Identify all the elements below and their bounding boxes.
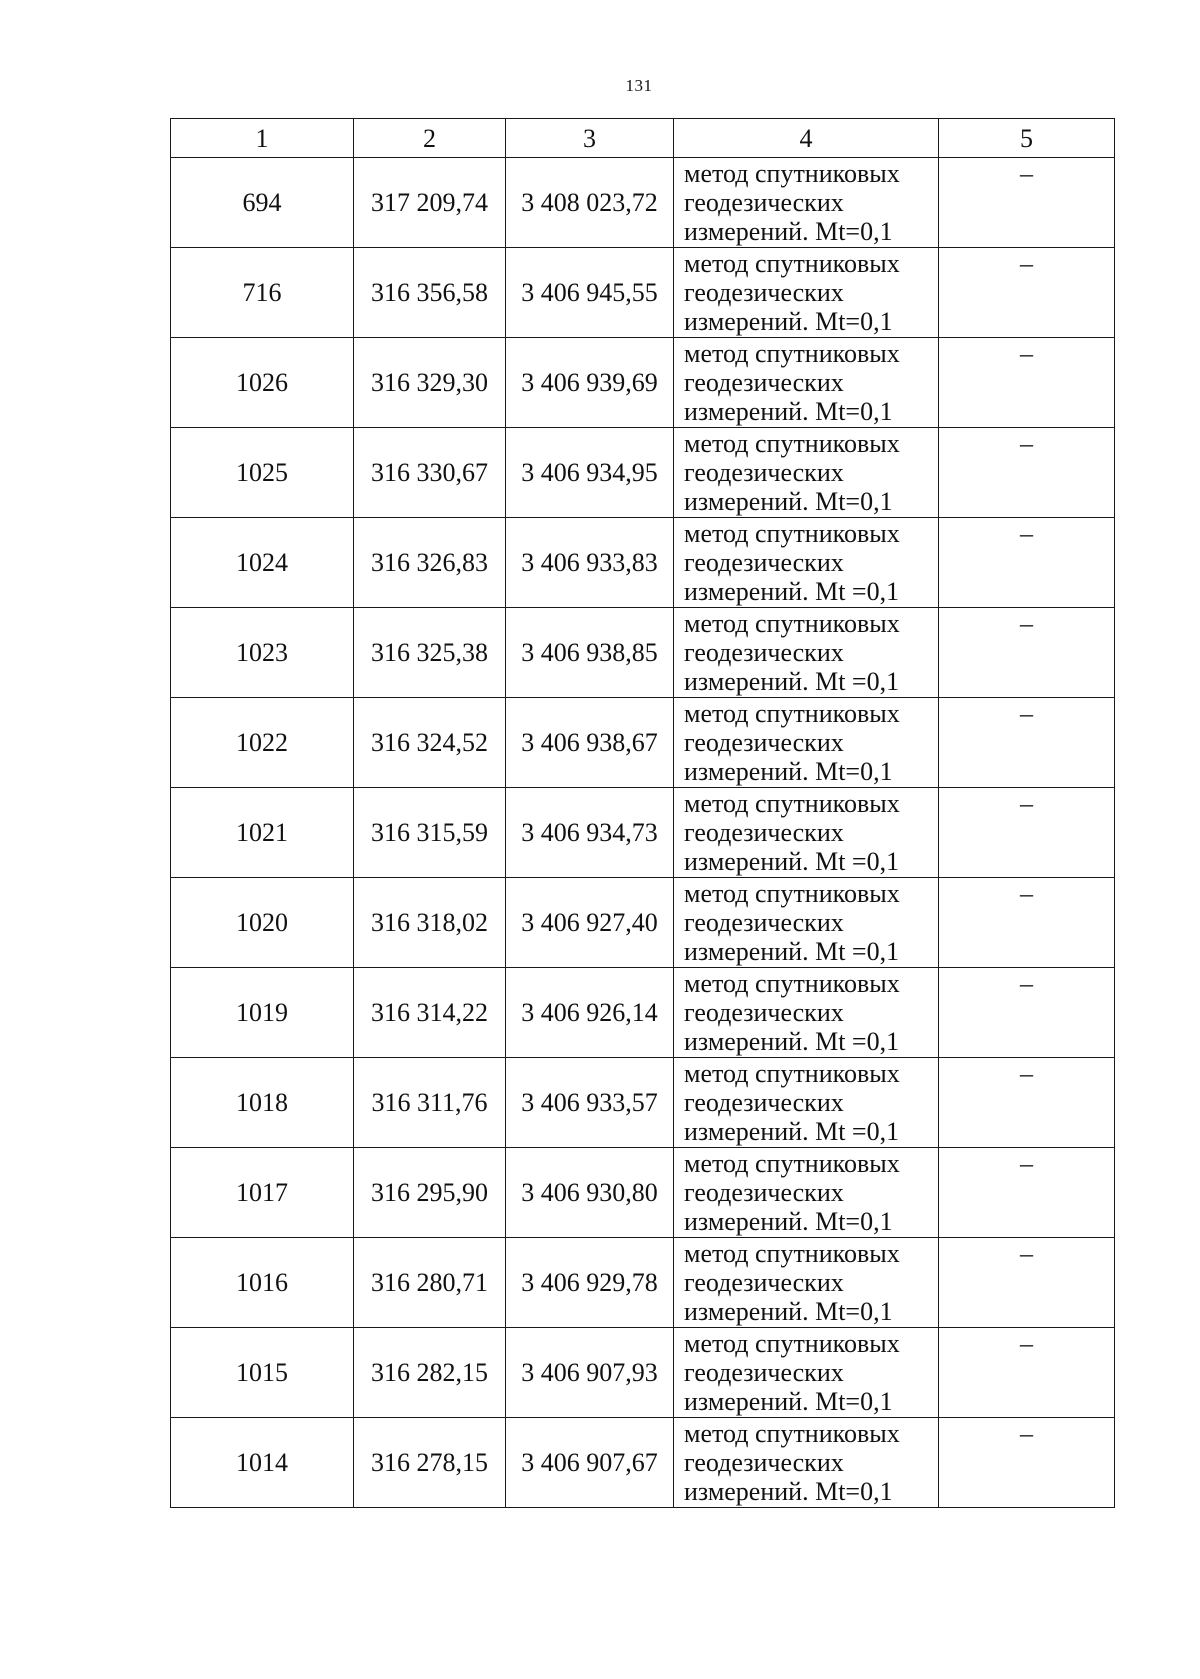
table-row xyxy=(171,428,1115,518)
table-row xyxy=(171,878,1115,968)
method-cell xyxy=(674,608,939,698)
note-cell: – xyxy=(939,1148,1115,1238)
method-line: геодезических xyxy=(684,908,844,937)
point-number-cell: 1020 xyxy=(171,878,354,968)
point-number-cell: 716 xyxy=(171,248,354,338)
header-col-3: 3 xyxy=(506,119,674,158)
method-line: метод спутниковых xyxy=(684,1419,900,1448)
x-coordinate-cell: 316 315,59 xyxy=(354,788,506,878)
y-coordinate-cell: 3 406 907,93 xyxy=(506,1328,674,1418)
note-cell: – xyxy=(939,878,1115,968)
y-coordinate-cell: 3 406 933,83 xyxy=(506,518,674,608)
x-coordinate-cell: 316 324,52 xyxy=(354,698,506,788)
coordinates-table xyxy=(170,118,1115,1508)
y-coordinate-cell: 3 406 938,67 xyxy=(506,698,674,788)
method-line: измерений. Mt =0,1 xyxy=(684,1117,900,1146)
page-number: 131 xyxy=(625,76,653,95)
table-row xyxy=(171,608,1115,698)
table-row xyxy=(171,338,1115,428)
method-line: измерений. Mt=0,1 xyxy=(684,217,893,246)
method-line: измерений. Mt =0,1 xyxy=(684,847,900,876)
method-line: геодезических xyxy=(684,278,844,307)
note-cell: – xyxy=(939,1058,1115,1148)
method-cell xyxy=(674,1148,939,1238)
method-line: геодезических xyxy=(684,1448,844,1477)
note-cell: – xyxy=(939,968,1115,1058)
header-col-2: 2 xyxy=(354,119,506,158)
x-coordinate-cell: 317 209,74 xyxy=(354,158,506,248)
table-header xyxy=(171,119,1115,158)
method-line: метод спутниковых xyxy=(684,1239,900,1268)
y-coordinate-cell: 3 406 945,55 xyxy=(506,248,674,338)
header-col-4: 4 xyxy=(674,119,939,158)
x-coordinate-cell: 316 295,90 xyxy=(354,1148,506,1238)
method-line: метод спутниковых xyxy=(684,519,900,548)
method-line: геодезических xyxy=(684,188,844,217)
point-number-cell: 1018 xyxy=(171,1058,354,1148)
method-line: измерений. Mt=0,1 xyxy=(684,307,893,336)
point-number-cell: 1026 xyxy=(171,338,354,428)
method-line: измерений. Mt =0,1 xyxy=(684,577,900,606)
y-coordinate-cell: 3 408 023,72 xyxy=(506,158,674,248)
x-coordinate-cell: 316 325,38 xyxy=(354,608,506,698)
method-line: метод спутниковых xyxy=(684,159,900,188)
method-cell xyxy=(674,878,939,968)
method-line: геодезических xyxy=(684,1178,844,1207)
note-cell: – xyxy=(939,1238,1115,1328)
method-line: метод спутниковых xyxy=(684,789,900,818)
table-row xyxy=(171,698,1115,788)
method-line: геодезических xyxy=(684,1358,844,1387)
x-coordinate-cell: 316 278,15 xyxy=(354,1418,506,1508)
note-cell: – xyxy=(939,518,1115,608)
method-line: измерений. Mt=0,1 xyxy=(684,487,893,516)
y-coordinate-cell: 3 406 934,95 xyxy=(506,428,674,518)
method-line: геодезических xyxy=(684,1268,844,1297)
point-number-cell: 1021 xyxy=(171,788,354,878)
y-coordinate-cell: 3 406 929,78 xyxy=(506,1238,674,1328)
x-coordinate-cell: 316 280,71 xyxy=(354,1238,506,1328)
method-cell xyxy=(674,968,939,1058)
table-row xyxy=(171,1148,1115,1238)
table-row xyxy=(171,1328,1115,1418)
method-line: измерений. Mt=0,1 xyxy=(684,1207,893,1236)
point-number-cell: 1016 xyxy=(171,1238,354,1328)
method-cell xyxy=(674,698,939,788)
method-line: метод спутниковых xyxy=(684,609,900,638)
table-row xyxy=(171,1238,1115,1328)
method-line: метод спутниковых xyxy=(684,249,900,278)
method-line: метод спутниковых xyxy=(684,1059,900,1088)
method-line: метод спутниковых xyxy=(684,1149,900,1178)
point-number-cell: 1024 xyxy=(171,518,354,608)
header-col-5: 5 xyxy=(939,119,1115,158)
table-body xyxy=(171,158,1115,1508)
point-number-cell: 1023 xyxy=(171,608,354,698)
header-col-1: 1 xyxy=(171,119,354,158)
method-cell xyxy=(674,1328,939,1418)
method-line: метод спутниковых xyxy=(684,969,900,998)
x-coordinate-cell: 316 329,30 xyxy=(354,338,506,428)
point-number-cell: 1015 xyxy=(171,1328,354,1418)
table-row xyxy=(171,518,1115,608)
method-line: измерений. Mt=0,1 xyxy=(684,1297,893,1326)
method-line: метод спутниковых xyxy=(684,879,900,908)
x-coordinate-cell: 316 326,83 xyxy=(354,518,506,608)
table-row xyxy=(171,158,1115,248)
x-coordinate-cell: 316 318,02 xyxy=(354,878,506,968)
y-coordinate-cell: 3 406 907,67 xyxy=(506,1418,674,1508)
table-row xyxy=(171,1418,1115,1508)
y-coordinate-cell: 3 406 934,73 xyxy=(506,788,674,878)
note-cell: – xyxy=(939,608,1115,698)
x-coordinate-cell: 316 314,22 xyxy=(354,968,506,1058)
method-line: геодезических xyxy=(684,998,844,1027)
method-cell xyxy=(674,158,939,248)
table-row xyxy=(171,248,1115,338)
method-line: метод спутниковых xyxy=(684,1329,900,1358)
point-number-cell: 1019 xyxy=(171,968,354,1058)
method-line: геодезических xyxy=(684,368,844,397)
y-coordinate-cell: 3 406 926,14 xyxy=(506,968,674,1058)
y-coordinate-cell: 3 406 933,57 xyxy=(506,1058,674,1148)
method-cell xyxy=(674,518,939,608)
y-coordinate-cell: 3 406 939,69 xyxy=(506,338,674,428)
y-coordinate-cell: 3 406 938,85 xyxy=(506,608,674,698)
method-line: геодезических xyxy=(684,548,844,577)
method-line: измерений. Mt=0,1 xyxy=(684,397,893,426)
method-line: геодезических xyxy=(684,818,844,847)
note-cell: – xyxy=(939,248,1115,338)
x-coordinate-cell: 316 311,76 xyxy=(354,1058,506,1148)
point-number-cell: 1014 xyxy=(171,1418,354,1508)
point-number-cell: 1022 xyxy=(171,698,354,788)
note-cell: – xyxy=(939,338,1115,428)
y-coordinate-cell: 3 406 930,80 xyxy=(506,1148,674,1238)
note-cell: – xyxy=(939,1328,1115,1418)
method-cell xyxy=(674,248,939,338)
point-number-cell: 694 xyxy=(171,158,354,248)
point-number-cell: 1017 xyxy=(171,1148,354,1238)
method-cell xyxy=(674,1238,939,1328)
method-line: измерений. Mt =0,1 xyxy=(684,1027,900,1056)
table-row xyxy=(171,1058,1115,1148)
method-line: измерений. Mt =0,1 xyxy=(684,667,900,696)
note-cell: – xyxy=(939,158,1115,248)
method-line: метод спутниковых xyxy=(684,429,900,458)
note-cell: – xyxy=(939,428,1115,518)
method-line: геодезических xyxy=(684,638,844,667)
note-cell: – xyxy=(939,1418,1115,1508)
method-line: измерений. Mt=0,1 xyxy=(684,1477,893,1506)
x-coordinate-cell: 316 330,67 xyxy=(354,428,506,518)
method-line: измерений. Mt=0,1 xyxy=(684,757,893,786)
note-cell: – xyxy=(939,698,1115,788)
x-coordinate-cell: 316 356,58 xyxy=(354,248,506,338)
point-number-cell: 1025 xyxy=(171,428,354,518)
table-row xyxy=(171,788,1115,878)
note-cell: – xyxy=(939,788,1115,878)
method-line: измерений. Mt =0,1 xyxy=(684,937,900,966)
method-cell xyxy=(674,788,939,878)
method-line: метод спутниковых xyxy=(684,699,900,728)
y-coordinate-cell: 3 406 927,40 xyxy=(506,878,674,968)
method-line: геодезических xyxy=(684,1088,844,1117)
method-line: геодезических xyxy=(684,458,844,487)
method-line: метод спутниковых xyxy=(684,339,900,368)
x-coordinate-cell: 316 282,15 xyxy=(354,1328,506,1418)
method-cell xyxy=(674,428,939,518)
method-cell xyxy=(674,1418,939,1508)
method-line: геодезических xyxy=(684,728,844,757)
header-row xyxy=(171,119,1115,158)
method-cell xyxy=(674,338,939,428)
table-row xyxy=(171,968,1115,1058)
method-cell xyxy=(674,1058,939,1148)
method-line: измерений. Mt=0,1 xyxy=(684,1387,893,1416)
